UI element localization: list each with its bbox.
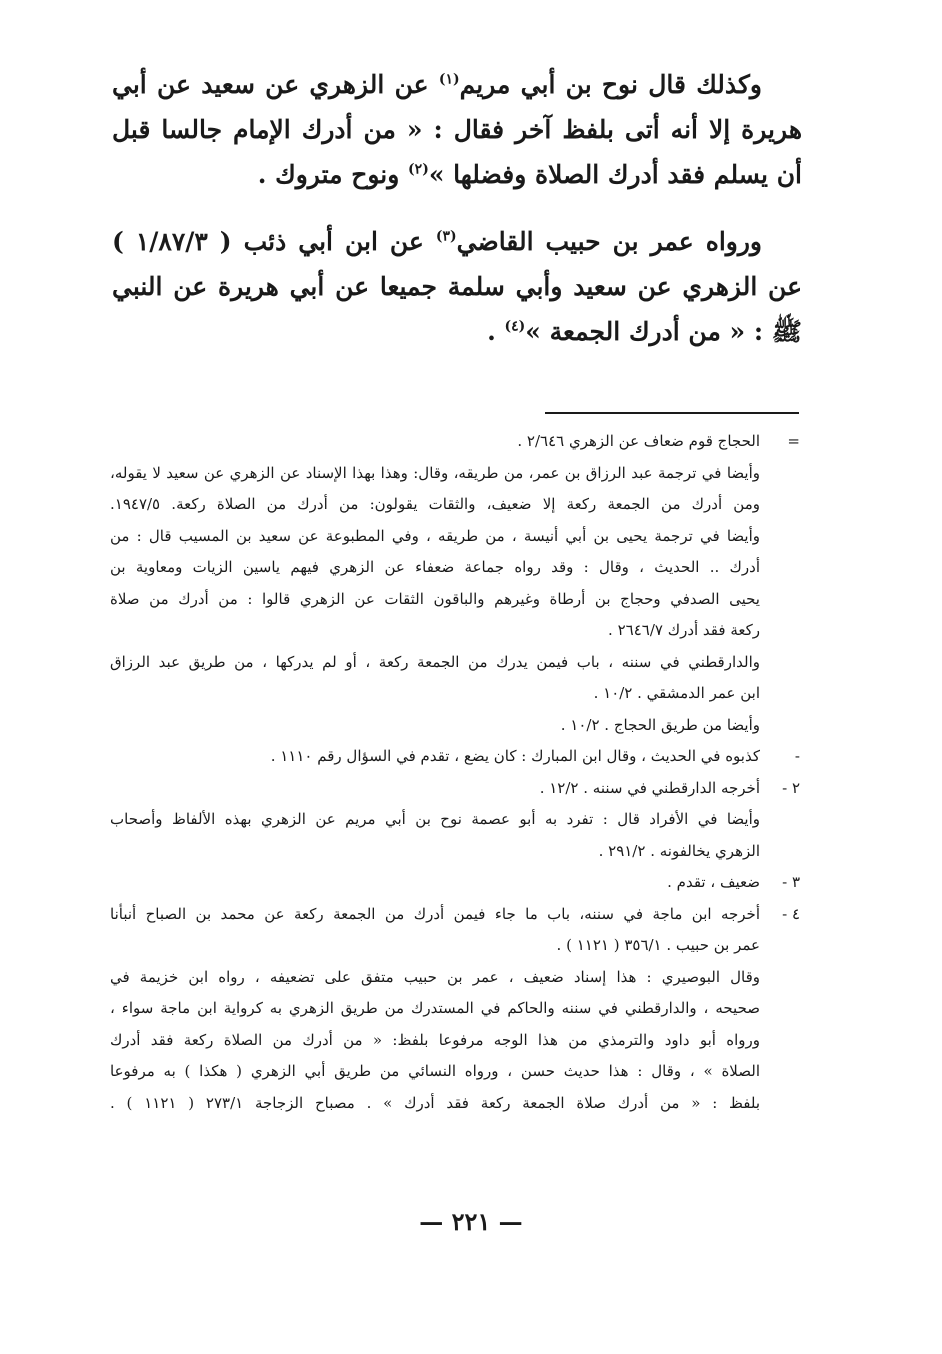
main-text: [112, 62, 802, 354]
footnote-line: ورواه أبو داود والترمذي من هذا الوجه مرفوعا بلفظ: « من أدرك من الصلاة ركعة فقد أدرك: [110, 1030, 760, 1049]
footnote-line: الصلاة » ، وقال : هذا حديث حسن ، ورواه النسائي من طريق أبي الزهري ( هكذا ) به مرفوعا: [110, 1062, 760, 1080]
footnote-marker: ٢ -: [782, 778, 800, 797]
footnote-line: بلفظ : « من أدرك صلاة الجمعة ركعة فقد أدرك » . مصباح الزجاجة ٢٧٣/١ ( ١١٢١ ) .: [110, 1093, 760, 1112]
footnote-ref-2: (٢): [408, 161, 429, 178]
footnote-line: عمر بن حبيب . ٣٥٦/١ ( ١١٢١ ) .: [556, 936, 760, 954]
paragraph-text: .: [487, 317, 505, 346]
footnote-line: وأيضا في ترجمة عبد الرزاق بن عمر، من طريقه، وقال: وهذا بهذا الإسناد عن الزهري عن سعيد لا يقوله،: [110, 463, 760, 482]
footnote-marker: ٣ -: [782, 873, 800, 891]
footnote-line: أخرجه الدارقطني في سننه . ١٢/٢ .: [539, 778, 760, 797]
paragraph-text: عن الزهري عن سعيد عن أبي هريرة إلا أنه أتى بلفظ آخر فقال : « من أدرك الإمام جالسا قبل أن يسلم فقد أدرك الصلاة وفضلها »: [112, 70, 802, 189]
footnote-line: أخرجه ابن ماجة في سننه، باب ما جاء فيمن أدرك من الجمعة ركعة عن محمد بن الصباح أنبأنا: [110, 904, 760, 923]
footnote-line: صحيحه ، والدارقطني في سننه والحاكم في المستدرك من طريق الزهري به كرواية ابن ماجة سواء ،: [110, 999, 760, 1017]
footnote-ref-3: (٣): [435, 228, 457, 245]
footnote-ref-1: (١): [438, 71, 460, 88]
footnote-line: ابن عمر الدمشقي . ١٠/٢ .: [593, 684, 760, 702]
footnote-4: [110, 899, 800, 1120]
footnote-line: وأيضا من طريق الحجاج . ١٠/٢ .: [560, 715, 760, 734]
paragraph-text: ورواه عمر بن حبيب القاضي: [456, 227, 762, 256]
footnote-line: ومن أدرك من الجمعة ركعة إلا ضعيف، والثقات يقولون: من أدرك من الصلاة ركعة. ١٩٤٧/٥.: [110, 495, 760, 513]
footnote-2: [110, 773, 800, 868]
footnote-line: يحيى الصدفي وحجاج بن أرطاة وغيرهم والباقون الثقات عن الزهري قالوا : من أدرك من صلاة: [110, 589, 760, 608]
footnote-line: ركعة فقد أدرك ٢٦٤٦/٧ .: [608, 621, 760, 639]
footnote-line: وأيضا في الأفراد قال : تفرد به أبو عصمة نوح بن أبي مريم عن الزهري بهذه الألفاظ وأصحاب: [110, 810, 760, 828]
footnote-line: ضعيف ، تقدم .: [667, 873, 760, 891]
page-number: — ٢٢١ —: [419, 1207, 523, 1236]
footnote-1: [110, 741, 800, 773]
paragraph-text: عن ابن أبي ذئب ( ١/٨٧/٣ ) عن الزهري عن سعيد وأبي سلمة جميعا عن أبي هريرة عن النبي ﷺ : « من أدرك الجمعة »: [112, 227, 802, 346]
footnote-divider: [545, 412, 799, 414]
paragraph-text: وكذلك قال نوح بن أبي مريم: [459, 70, 762, 99]
footnote-line: كذبوه في الحديث ، وقال ابن المبارك : كان يضع ، تقدم في السؤال رقم ١١١٠ .: [270, 747, 760, 765]
footnotes: [110, 426, 800, 1119]
footnote-continued: [110, 426, 800, 741]
footnote-line: الحجاج قوم ضعاف عن الزهري ٢/٦٤٦ .: [517, 432, 760, 450]
main-paragraph-1: [112, 62, 802, 197]
main-paragraph-2: [112, 219, 802, 354]
paragraph-text: ونوح متروك .: [257, 160, 409, 189]
footnote-line: وقال البوصيري : هذا إسناد ضعيف ، عمر بن حبيب متفق على تضعيفه ، رواه ابن خزيمة في: [110, 967, 760, 986]
footnote-marker: =: [787, 432, 800, 450]
footnote-ref-4: (٤): [504, 318, 526, 335]
footnote-line: والدارقطني في سننه ، باب فيمن يدرك من الجمعة ركعة ، أو لم يدركها ، من طريق عبد الرزاق: [110, 652, 760, 671]
footnote-marker: -: [794, 747, 800, 765]
footnote-marker: ٤ -: [782, 904, 800, 923]
footnote-3: [110, 867, 800, 899]
footnote-line: أدرك .. الحديث ، وقال : وقد رواه جماعة ضعفاء عن الزهري فيهم ياسين الزيات ومعاوية بن: [110, 558, 760, 576]
footnote-line: وأيضا في ترجمة يحيى بن أبي أنيسة ، من طريقه ، وفي المطبوعة عن سعيد بن المسيب قال : من: [110, 526, 760, 545]
footnote-line: الزهري يخالفونه . ٢٩١/٢ .: [598, 841, 760, 860]
